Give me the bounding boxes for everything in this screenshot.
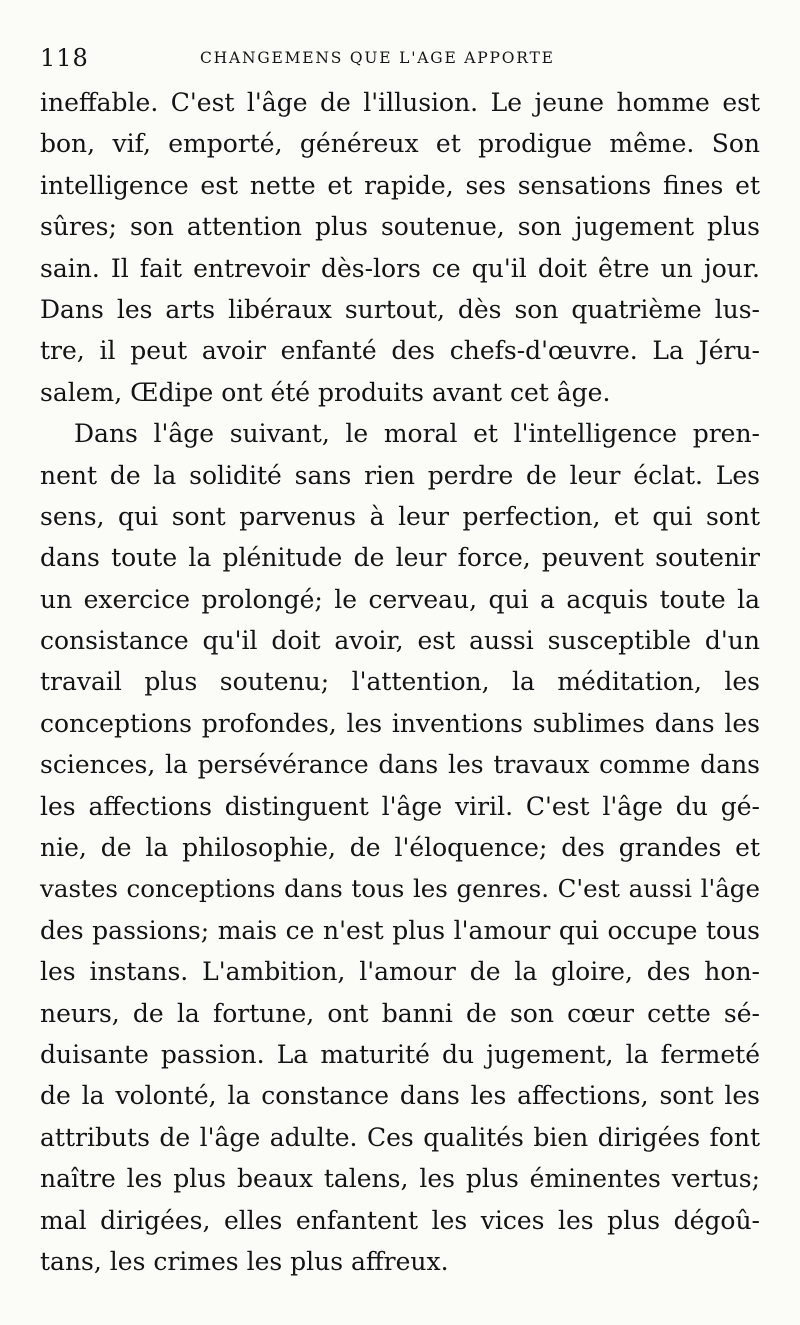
text-line: ineffable. C'est l'âge de l'illusion. Le jeune homme est — [40, 88, 760, 117]
page-number: 118 — [40, 44, 89, 72]
text-line: Dans les arts libéraux surtout, dès son quatrième lus- — [40, 294, 760, 324]
text-line: sciences, la persévérance dans les travaux comme dans — [40, 750, 760, 780]
text-line: bon, vif, emporté, généreux et prodigue même. Son — [40, 129, 760, 159]
text-line: tre, il peut avoir enfanté des chefs-d'œuvre. La Jéru- — [40, 336, 760, 366]
text-line: les instans. L'ambition, l'amour de la gloire, des hon- — [40, 957, 760, 987]
text-line: des passions; mais ce n'est plus l'amour qui occupe tous — [40, 915, 760, 945]
paragraph-2 — [40, 413, 760, 1282]
text-line: sens, qui sont parvenus à leur perfection, et qui sont — [40, 501, 760, 531]
body-text — [40, 82, 760, 1282]
text-line: vastes conceptions dans tous les genres. C'est aussi l'âge — [40, 874, 760, 904]
text-line: les affections distinguent l'âge viril. C'est l'âge du gé- — [40, 791, 760, 821]
text-line: duisante passion. La maturité du jugement, la fermeté — [40, 1039, 760, 1069]
text-line: intelligence est nette et rapide, ses sensations fines et — [40, 170, 760, 200]
text-line: de la volonté, la constance dans les affections, sont les — [40, 1081, 760, 1111]
text-line: sûres; son attention plus soutenue, son jugement plus — [40, 212, 760, 242]
text-line: salem, Œdipe ont été produits avant cet âge. — [40, 377, 611, 407]
paragraph-1 — [40, 82, 760, 413]
text-line: sain. Il fait entrevoir dès-lors ce qu'il doit être un jour. — [40, 253, 760, 283]
running-title: CHANGEMENS QUE L'AGE APPORTE — [200, 49, 555, 67]
text-line: travail plus soutenu; l'attention, la méditation, les — [40, 667, 760, 697]
text-line: consistance qu'il doit avoir, est aussi susceptible d'un — [40, 626, 760, 656]
text-line: tans, les crimes les plus affreux. — [40, 1246, 449, 1276]
text-line: Dans l'âge suivant, le moral et l'intelligence pren- — [74, 419, 760, 449]
text-line: nent de la solidité sans rien perdre de leur éclat. Les — [40, 460, 760, 490]
page-header — [40, 44, 760, 72]
text-line: nie, de la philosophie, de l'éloquence; des grandes et — [40, 833, 760, 863]
text-line: conceptions profondes, les inventions sublimes dans les — [40, 708, 760, 738]
text-line: un exercice prolongé; le cerveau, qui a acquis toute la — [40, 584, 760, 614]
text-line: attributs de l'âge adulte. Ces qualités bien dirigées font — [40, 1122, 760, 1152]
text-line: naître les plus beaux talens, les plus éminentes vertus; — [40, 1164, 760, 1194]
text-line: mal dirigées, elles enfantent les vices les plus dégoû- — [40, 1205, 760, 1235]
text-line: neurs, de la fortune, ont banni de son cœur cette sé- — [40, 998, 760, 1028]
text-line: dans toute la plénitude de leur force, peuvent soutenir — [40, 543, 760, 573]
